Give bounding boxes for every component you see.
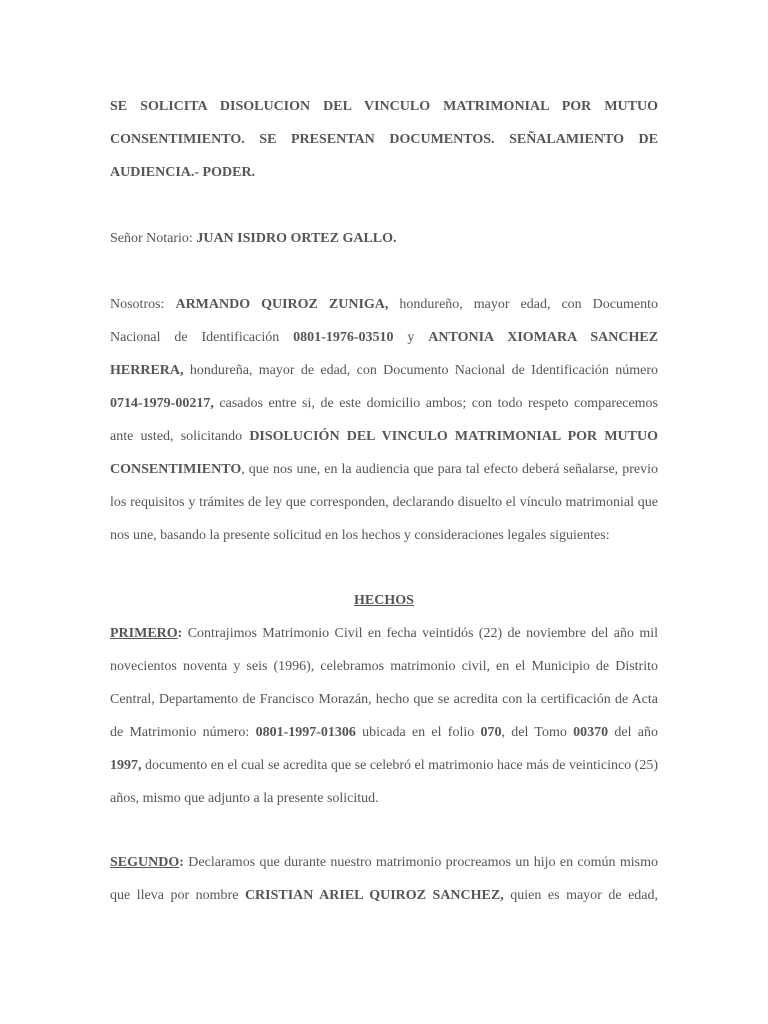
primero-l5-b: documento en el cual se acredita que se celebró el matrimonio hace más de veinticinco (25) (145, 758, 659, 773)
intro-l1-c: hondureño, mayor edad, con Documento (399, 297, 658, 312)
intro-l2-c: y (407, 330, 415, 345)
segundo-l2-c: quien es mayor de edad, (510, 888, 659, 903)
section-heading: HECHOS (354, 593, 414, 608)
petitioner-2-surname: HERRERA, (110, 363, 184, 378)
request-title-b: CONSENTIMIENTO (110, 462, 242, 477)
intro-l1-a: Nosotros: (110, 297, 165, 312)
petitioner-1-name: ARMANDO QUIROZ ZUNIGA, (175, 297, 389, 312)
fact-primero (110, 617, 658, 815)
primero-l1: Contrajimos Matrimonio Civil en fecha veintidós (22) de noviembre del año mil (187, 626, 658, 641)
intro-l6-b: , que nos une, en la audiencia que para tal efecto deberá señalarse, previo (241, 462, 658, 477)
addressee (110, 222, 658, 255)
fact-segundo (110, 846, 658, 912)
request-title-a: DISOLUCIÓN DEL VINCULO MATRIMONIAL POR MUTUO (249, 429, 658, 444)
intro-l2-a: Nacional de Identificación (110, 330, 280, 345)
title-line-1: SE SOLICITA DISOLUCION DEL VINCULO MATRIMONIAL POR MUTUO (110, 99, 658, 114)
title-line-3: AUDIENCIA.- PODER. (110, 165, 256, 180)
document-title (110, 90, 658, 189)
intro-l8: nos une, basando la presente solicitud en los hechos y consideraciones legales siguientes: (110, 528, 610, 543)
petitioner-2-name: ANTONIA XIOMARA SANCHEZ (428, 330, 659, 345)
intro-l3-b: hondureña, mayor de edad, con Documento Nacional de Identificación número (189, 363, 659, 378)
child-name: CRISTIAN ARIEL QUIROZ SANCHEZ, (244, 888, 504, 903)
intro-paragraph (110, 288, 658, 552)
intro-l4-b: casados entre si, de este domicilio ambos; con todo respeto comparecemos (219, 396, 659, 411)
primero-l4-e: , del Tomo (501, 725, 567, 740)
addressee-label: Señor Notario: (110, 231, 193, 246)
register-year: 1997, (110, 758, 142, 773)
petitioner-1-id: 0801-1976-03510 (293, 330, 394, 345)
segundo-l1: Declaramos que durante nuestro matrimonio procreamos un hijo en común mismo (188, 855, 659, 870)
primero-l4-g: del año (614, 725, 658, 740)
certificate-number: 0801-1997-01306 (255, 725, 356, 740)
title-line-2: CONSENTIMIENTO. SE PRESENTAN DOCUMENTOS. SEÑALAMIENTO DE (110, 132, 658, 147)
tomo-number: 00370 (573, 725, 609, 740)
primero-colon: : (177, 626, 183, 641)
folio-number: 070 (480, 725, 502, 740)
primero-l4-c: ubicada en el folio (362, 725, 475, 740)
intro-l5-a: ante usted, solicitando (110, 429, 243, 444)
addressee-name: JUAN ISIDRO ORTEZ GALLO. (196, 231, 397, 246)
primero-label: PRIMERO (110, 626, 178, 641)
primero-l4-a: de Matrimonio número: (110, 725, 250, 740)
primero-l3: Central, Departamento de Francisco Morazán, hecho que se acredita con la certificación de Acta (110, 692, 658, 707)
segundo-colon: : (179, 855, 184, 870)
segundo-label: SEGUNDO (110, 855, 180, 870)
intro-l7: los requisitos y trámites de ley que corresponden, declarando disuelto el vínculo matrimonial que (110, 495, 658, 510)
primero-l6: años, mismo que adjunto a la presente solicitud. (110, 791, 379, 806)
section-heading-wrap (110, 584, 658, 617)
primero-l2: novecientos noventa y seis (1996), celebramos matrimonio civil, en el Municipio de Distrito (110, 659, 658, 674)
segundo-l2-a: que lleva por nombre (110, 888, 239, 903)
petitioner-2-id: 0714-1979-00217, (110, 396, 214, 411)
